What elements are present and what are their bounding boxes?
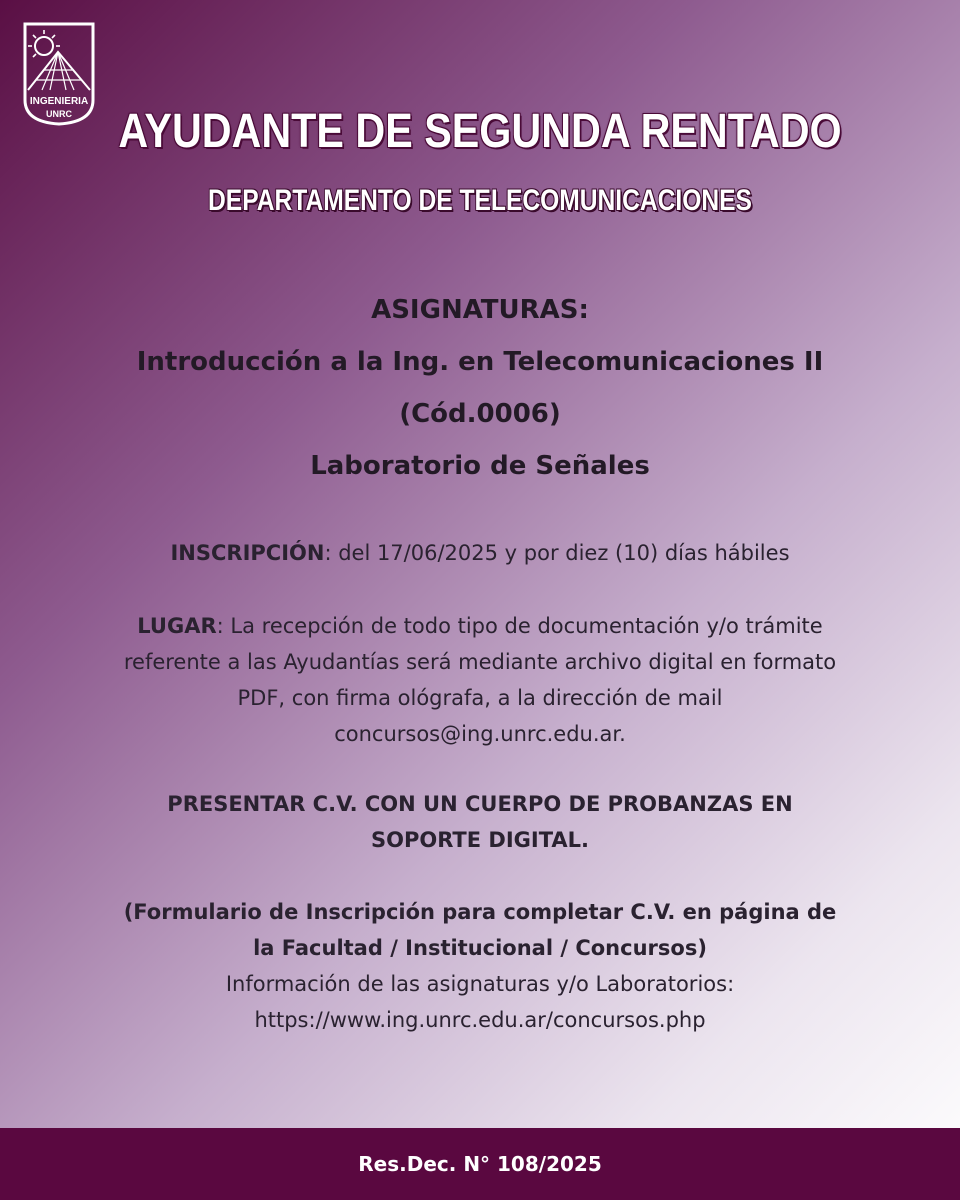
location-line-3: PDF, con firma ológrafa, a la dirección de mail — [237, 686, 723, 710]
logo-text-bottom: UNRC — [46, 109, 72, 119]
location-line-2: referente a las Ayudantías será mediante archivo digital en formato — [123, 650, 837, 674]
location-label: LUGAR — [137, 614, 217, 638]
subject-code: (Cód.0006) — [399, 399, 561, 429]
subjects-section — [0, 284, 960, 492]
subject-name-2: Laboratorio de Señales — [310, 451, 650, 481]
registration-info — [0, 535, 960, 571]
subject-name-1: Introducción a la Ing. en Telecomunicaciones II — [136, 347, 824, 377]
footer-bar — [0, 1128, 960, 1200]
location-info — [0, 608, 960, 752]
form-line-1: (Formulario de Inscripción para completar C.V. en página de — [123, 900, 837, 924]
department-subtitle: DEPARTAMENTO DE TELECOMUNICACIONES — [208, 184, 752, 217]
contact-email[interactable]: concursos@ing.unrc.edu.ar. — [334, 722, 626, 746]
registration-label: INSCRIPCIÓN — [170, 541, 325, 565]
resolution-number: Res.Dec. N° 108/2025 — [358, 1152, 602, 1176]
cv-requirement-line-2: SOPORTE DIGITAL. — [370, 828, 590, 852]
cv-requirement-line-1: PRESENTAR C.V. CON UN CUERPO DE PROBANZAS EN — [167, 792, 793, 816]
location-line-1: : La recepción de todo tipo de documentación y/o trámite — [216, 614, 823, 638]
registration-text: : del 17/06/2025 y por diez (10) días hábiles — [324, 541, 790, 565]
page-title: AYUDANTE DE SEGUNDA RENTADO — [118, 105, 842, 158]
form-line-2: la Facultad / Institucional / Concursos) — [253, 936, 707, 960]
subjects-heading: ASIGNATURAS: — [371, 295, 589, 325]
logo-text-top: INGENIERIA — [29, 96, 89, 107]
contests-url[interactable]: https://www.ing.unrc.edu.ar/concursos.php — [254, 1008, 706, 1032]
cv-requirement — [0, 786, 960, 858]
form-line-3: Información de las asignaturas y/o Laboratorios: — [225, 972, 735, 996]
form-info — [0, 894, 960, 1038]
